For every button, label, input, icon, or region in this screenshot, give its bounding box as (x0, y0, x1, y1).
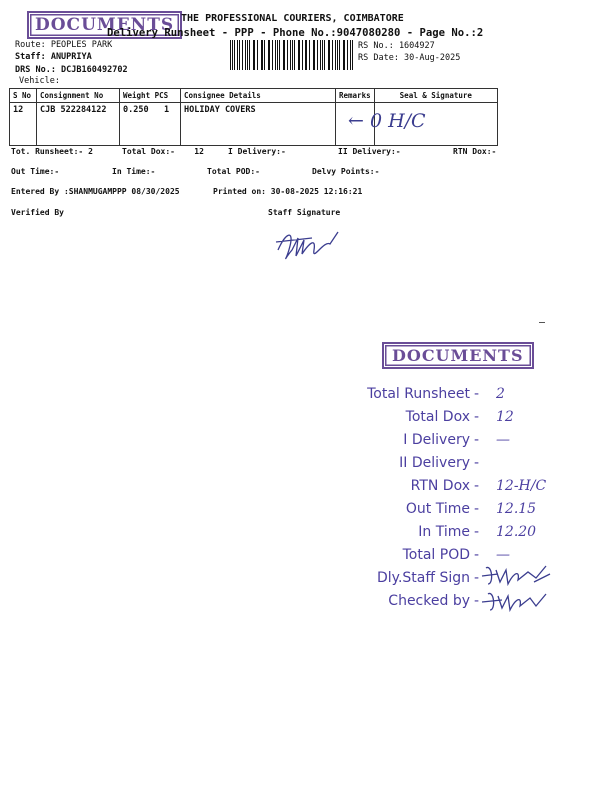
summary-dash: - (474, 593, 480, 609)
documents-stamp-side: DOCUMENTS (382, 342, 534, 369)
barcode-bar (344, 40, 345, 70)
rs-date: RS Date: 30-Aug-2025 (358, 53, 461, 63)
barcode-bar (287, 40, 288, 70)
cell-consignment: CJB 522284122 (37, 103, 120, 146)
summary-row (360, 409, 600, 429)
rtn-dox: RTN Dox:- (453, 147, 497, 156)
summary-label: Total POD (402, 547, 470, 563)
summary-dash: - (474, 455, 480, 471)
barcode-bar (237, 40, 238, 70)
summary-label: Out Time (405, 501, 470, 517)
barcode-bar (253, 40, 254, 70)
barcode-bar (284, 40, 285, 70)
barcode (230, 40, 354, 70)
summary-label: II Delivery (399, 455, 470, 471)
summary-dash: - (474, 478, 480, 494)
tot-runsheet: Tot. Runsheet:- 2 (11, 147, 93, 156)
summary-value: 12 (496, 409, 514, 425)
summary-row (360, 478, 600, 498)
summary-value: 12.20 (496, 524, 537, 540)
col-seal: Seal & Signature (374, 89, 497, 103)
company-title: THE PROFESSIONAL COURIERS, COIMBATORE (181, 13, 404, 24)
summary-label: RTN Dox (410, 478, 470, 494)
col-consignee: Consignee Details (181, 89, 336, 103)
summary-value: — (496, 547, 510, 563)
total-pod: Total POD:- (207, 167, 260, 176)
barcode-bar (329, 40, 330, 70)
checked-by-signature (480, 588, 554, 616)
verified-by: Verified By (11, 208, 64, 217)
mark-dash (539, 322, 545, 323)
summary-value: 2 (496, 386, 505, 402)
barcode-bar (249, 40, 250, 70)
ii-delivery: II Delivery:- (338, 147, 401, 156)
staff-signature (272, 220, 352, 265)
rs-number: RS No.: 1604927 (358, 41, 435, 51)
summary-dash: - (474, 501, 480, 517)
summary-dash: - (474, 409, 480, 425)
barcode-bar (337, 40, 338, 70)
summary-label: Checked by (388, 593, 470, 609)
barcode-bar (299, 40, 300, 70)
summary-dash: - (474, 524, 480, 540)
summary-label: In Time (418, 524, 470, 540)
barcode-bar (272, 40, 273, 70)
i-delivery: I Delivery:- (228, 147, 286, 156)
summary-row (360, 386, 600, 406)
vehicle: Vehicle: (19, 76, 60, 86)
in-time: In Time:- (112, 167, 156, 176)
barcode-bar (230, 40, 231, 70)
dly-staff-signature (478, 562, 558, 590)
summary-row (360, 501, 600, 521)
barcode-bar (239, 40, 240, 70)
barcode-bar (275, 40, 276, 70)
cell-weight-pcs: 0.250 1 (120, 103, 181, 146)
out-time: Out Time:- (11, 167, 60, 176)
documents-stamp: DOCUMENTS (27, 11, 182, 39)
col-sno: S No (10, 89, 37, 103)
summary-row (360, 524, 600, 544)
barcode-bar (294, 40, 295, 70)
cell-consignee: HOLIDAY COVERS (181, 103, 336, 146)
table-header-row (10, 89, 498, 103)
entered-by: Entered By :SHANMUGAMPPP 08/30/2025 (11, 187, 180, 196)
summary-value: 12.15 (496, 501, 537, 517)
barcode-bar (264, 40, 265, 70)
staff-signature-label: Staff Signature (268, 208, 341, 217)
summary-dash: - (474, 432, 480, 448)
summary-dash: - (474, 386, 480, 402)
printed-on: Printed on: 30-08-2025 12:16:21 (213, 187, 363, 196)
handwritten-remarks: ← 0 H/C (348, 110, 426, 132)
col-consignment: Consignment No (37, 89, 120, 103)
summary-dash: - (474, 547, 480, 563)
staff: Staff: ANUPRIYA (15, 52, 92, 62)
summary-label: Dly.Staff Sign (377, 570, 470, 586)
summary-dash: - (474, 570, 480, 586)
summary-label: Total Runsheet (367, 386, 470, 402)
col-weight: Weight PCS (120, 89, 181, 103)
runsheet-subtitle: Delivery Runsheet - PPP - Phone No.:9047080280 - Page No.:2 (107, 27, 484, 39)
barcode-bar (257, 40, 258, 70)
delvy-points: Delvy Points:- (312, 167, 380, 176)
cell-sno: 12 (10, 103, 37, 146)
summary-value: — (496, 432, 510, 448)
summary-row (360, 432, 600, 452)
barcode-bar (320, 40, 321, 70)
barcode-bar (350, 40, 351, 70)
summary-row (360, 455, 600, 475)
barcode-bar (306, 40, 307, 70)
col-remarks: Remarks (336, 89, 375, 103)
summary-label: I Delivery (403, 432, 470, 448)
summary-value: 12-H/C (496, 478, 547, 494)
barcode-bar (322, 40, 323, 70)
summary-label: Total Dox (405, 409, 470, 425)
barcode-bar (313, 40, 314, 70)
drs-number: DRS No.: DCJB160492702 (15, 65, 128, 75)
route: Route: PEOPLES PARK (15, 40, 113, 50)
total-dox: Total Dox:- 12 (122, 147, 204, 156)
